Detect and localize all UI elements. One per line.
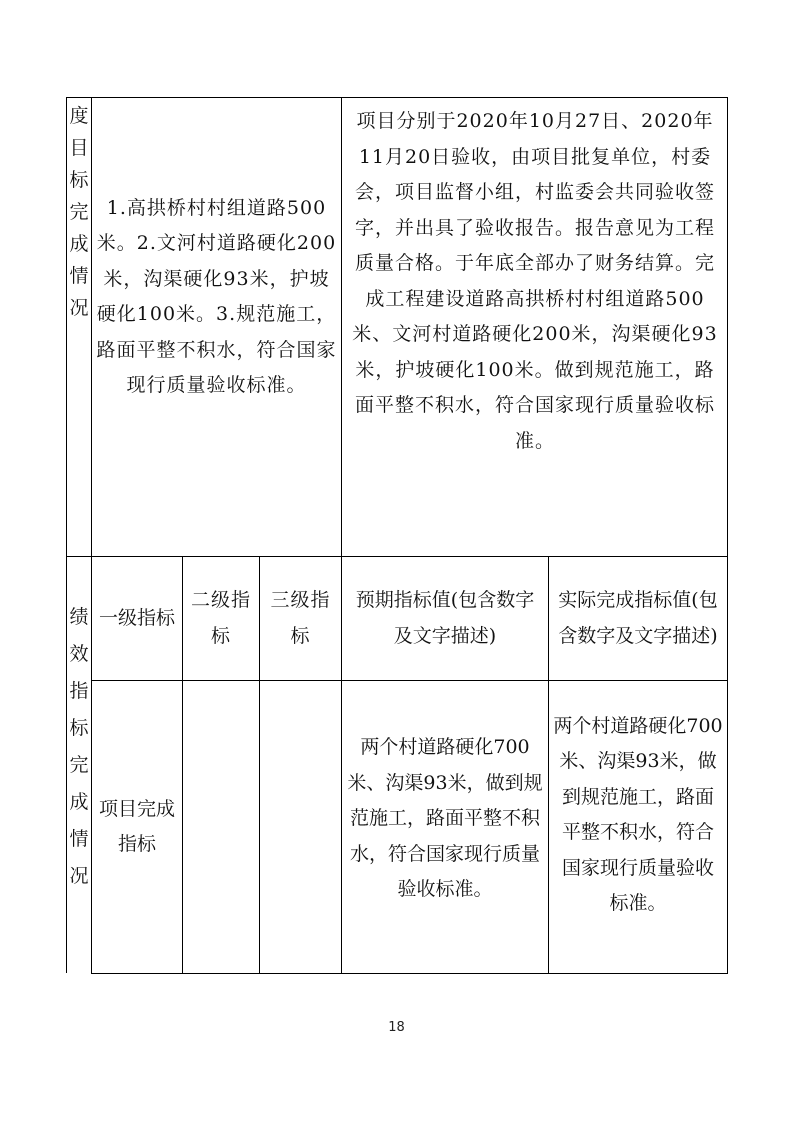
header-level3: 三级指标 xyxy=(270,589,331,647)
performance-side-label: 绩效指标完成情况 xyxy=(69,606,89,887)
plan-content-cell xyxy=(92,98,341,556)
actual-completion-cell xyxy=(342,98,727,556)
table-right-border xyxy=(727,97,728,974)
row-expected: 两个村道路硬化700米、沟渠93米，做到规范施工，路面平整不积水，符合国家现行质量验收标准。 xyxy=(347,736,543,901)
row-actual: 两个村道路硬化700米、沟渠93米，做到规范施工，路面平整不积水，符合国家现行质量验收标准。 xyxy=(553,714,723,914)
performance-side-cell xyxy=(67,557,91,973)
plan-content-text: 1.高拱桥村村组道路500米。2.文河村道路硬化200米，沟渠硬化93米，护坡硬化100米。3.规范施工，路面平整不积水，符合国家现行质量验收标准。 xyxy=(96,196,337,396)
header-level1: 一级指标 xyxy=(98,606,175,629)
annual-goal-side-label: 度目标完成情况 xyxy=(69,105,89,319)
header-actual: 实际完成指标值(包含数字及文字描述) xyxy=(558,589,718,647)
actual-completion-text: 项目分别于2020年10月27日、2020年11月20日验收，由项目批复单位，村委会，项目监督小组，村监委会共同验收签字，并出具了验收报告。报告意见为工程质量合格。于年底全部办了财务结算。完成工程建设道路高拱桥村村组道路500米、文河村道路硬化200米，沟渠硬化93米，护坡硬化100米。做到规范施工，路面平整不积水，符合国家现行质量验收标准。 xyxy=(352,110,718,452)
row-level3 xyxy=(260,681,341,973)
annual-goal-side-cell xyxy=(67,98,91,378)
row-level1: 项目完成指标 xyxy=(98,797,175,855)
header-level2: 二级指标 xyxy=(190,589,251,647)
page-number: 18 xyxy=(388,1020,405,1035)
row-level2 xyxy=(183,681,259,973)
table-bottom-border xyxy=(91,973,728,974)
header-expected: 预期指标值(包含数字及文字描述) xyxy=(355,589,535,647)
